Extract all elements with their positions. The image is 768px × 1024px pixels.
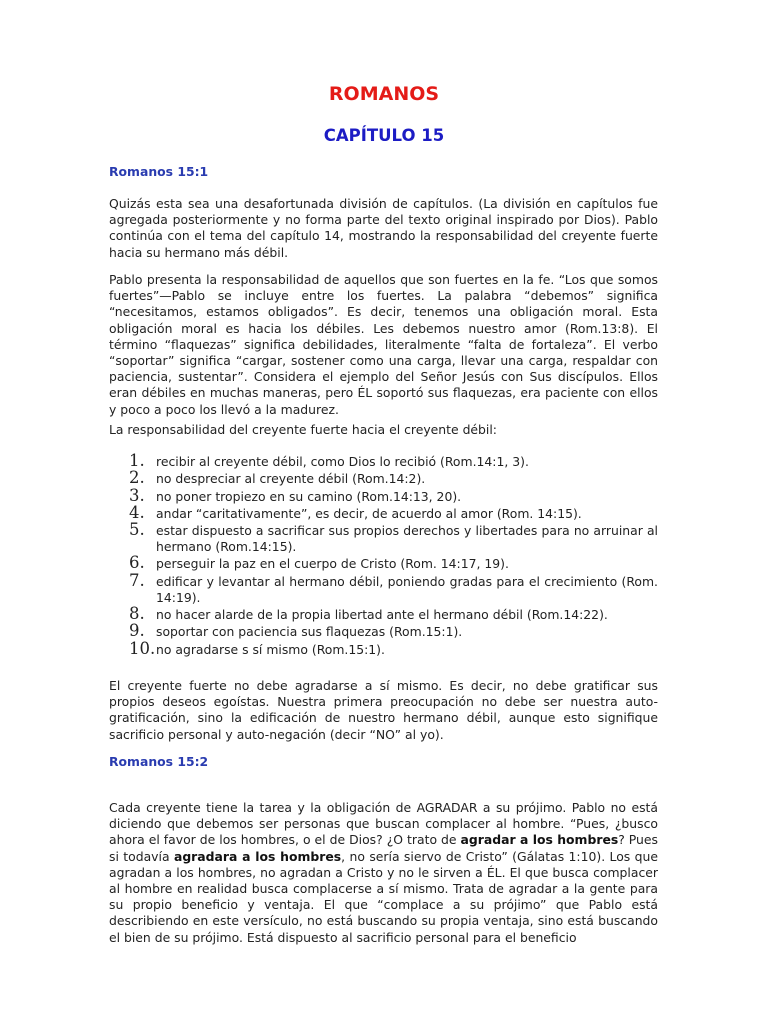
list-item-text: no agradarse s sí mismo (Rom.15:1). bbox=[156, 641, 385, 657]
list-item bbox=[109, 451, 658, 470]
paragraph-please-neighbor bbox=[109, 800, 658, 946]
list-item bbox=[109, 621, 658, 641]
list-number: 6. bbox=[129, 553, 145, 573]
paragraph-intro: Quizás esta sea una desafortunada división de capítulos. (La división en capítulos fue agregada posteriormente y no forma parte del texto original inspirado por Dios). Pablo continúa con el tema del capítulo 14, mostrando la responsabilidad del creyente fuerte hacia su hermano más débil. bbox=[109, 196, 658, 260]
list-item bbox=[109, 520, 658, 555]
list-number: 5. bbox=[129, 520, 145, 540]
list-item bbox=[109, 468, 658, 488]
responsibility-list bbox=[109, 451, 658, 659]
list-item bbox=[109, 485, 658, 505]
list-number: 4. bbox=[129, 502, 145, 522]
text-run: Cada creyente tiene la tarea y la obligación de AGRADAR a su prójimo. Pablo no está diciendo que debemos ser personas que buscan complacer al hombre. “Pues, ¿busco ahora el favor de los hombres, o el de Dios? ¿O trato de bbox=[109, 800, 658, 848]
bold-phrase: agradar a los hombres bbox=[460, 832, 619, 848]
text-run: , no sería siervo de Cristo” (Gálatas 1:10). Los que agradan a los hombres, no agradan a Cristo y no le sirven a ÉL. El que busca complacer al hombre en realidad busca complacerse a sí mismo. Trata de agradar a la gente para su propio beneficio y ventaja. El que “complace a su prójimo” que Pablo está describiendo en este versículo, no está buscando su propia ventaja, sino está buscando el bien de su prójimo. Está dispuesto al sacrificio personal para el beneficio bbox=[109, 848, 658, 945]
list-item-text: perseguir la paz en el cuerpo de Cristo (Rom. 14:17, 19). bbox=[156, 556, 509, 572]
list-item bbox=[109, 604, 658, 624]
list-item-text: no hacer alarde de la propia libertad ante el hermano débil (Rom.14:22). bbox=[156, 607, 608, 623]
list-item bbox=[109, 570, 658, 606]
list-item-text: recibir al creyente débil, como Dios lo recibió (Rom.14:1, 3). bbox=[156, 454, 529, 469]
list-number: 1. bbox=[129, 451, 145, 470]
list-item-text: andar “caritativamente”, es decir, de acuerdo al amor (Rom. 14:15). bbox=[156, 505, 582, 521]
list-item-text: estar dispuesto a sacrificar sus propios derechos y libertades para no arruinar al hermano (Rom.14:15). bbox=[156, 523, 658, 555]
list-number: 7. bbox=[129, 570, 145, 590]
list-item-text: edificar y levantar al hermano débil, poniendo gradas para el crecimiento (Rom. 14:19). bbox=[156, 573, 658, 605]
document-title: ROMANOS bbox=[328, 83, 440, 105]
bold-phrase: agradara a los hombres bbox=[173, 848, 342, 864]
list-item-text: soportar con paciencia sus flaquezas (Rom.15:1). bbox=[156, 624, 463, 640]
list-number: 8. bbox=[129, 604, 145, 624]
list-number: 3. bbox=[129, 485, 145, 505]
list-item bbox=[109, 502, 658, 522]
section-heading-15-1: Romanos 15:1 bbox=[109, 164, 209, 179]
list-item-text: no despreciar al creyente débil (Rom.14:2). bbox=[156, 471, 426, 487]
list-number: 2. bbox=[129, 468, 145, 488]
paragraph-list-intro: La responsabilidad del creyente fuerte hacia el creyente débil: bbox=[109, 422, 497, 437]
list-number: 9. bbox=[129, 621, 145, 641]
chapter-heading: CAPÍTULO 15 bbox=[323, 126, 445, 145]
text-run: ? Pues si todavía bbox=[109, 832, 658, 864]
list-item bbox=[109, 553, 658, 573]
list-item-text: no poner tropiezo en su camino (Rom.14:13, 20). bbox=[156, 488, 462, 504]
list-item bbox=[109, 638, 658, 658]
section-heading-15-2: Romanos 15:2 bbox=[109, 754, 209, 769]
paragraph-closing: El creyente fuerte no debe agradarse a sí mismo. Es decir, no debe gratificar sus propios deseos egoístas. Nuestra primera preocupación no debe ser nuestra auto-gratificación, sino la edificación de nuestro hermano débil, aunque esto signifique sacrificio personal y auto-negación (decir “NO” al yo). bbox=[109, 678, 658, 742]
list-number: 10. bbox=[129, 638, 156, 658]
paragraph-strong-responsibility: Pablo presenta la responsabilidad de aquellos que son fuertes en la fe. “Los que somos fuertes”—Pablo se incluye entre los fuertes. La palabra “debemos” significa “necesitamos, estamos obligados”. Es decir, tenemos una obligación moral. Esta obligación moral es hacia los débiles. Les debemos nuestro amor (Rom.13:8). El término “flaquezas” significa debilidades, literalmente “falta de fortaleza”. El verbo “soportar” significa “cargar, sostener como una carga, llevar una carga, respaldar con paciencia, sustentar”. Considera el ejemplo del Señor Jesús con Sus discípulos. Ellos eran débiles en muchas maneras, pero ÉL soportó sus flaquezas, era paciente con ellos y poco a poco los llevó a la madurez. bbox=[109, 272, 658, 417]
